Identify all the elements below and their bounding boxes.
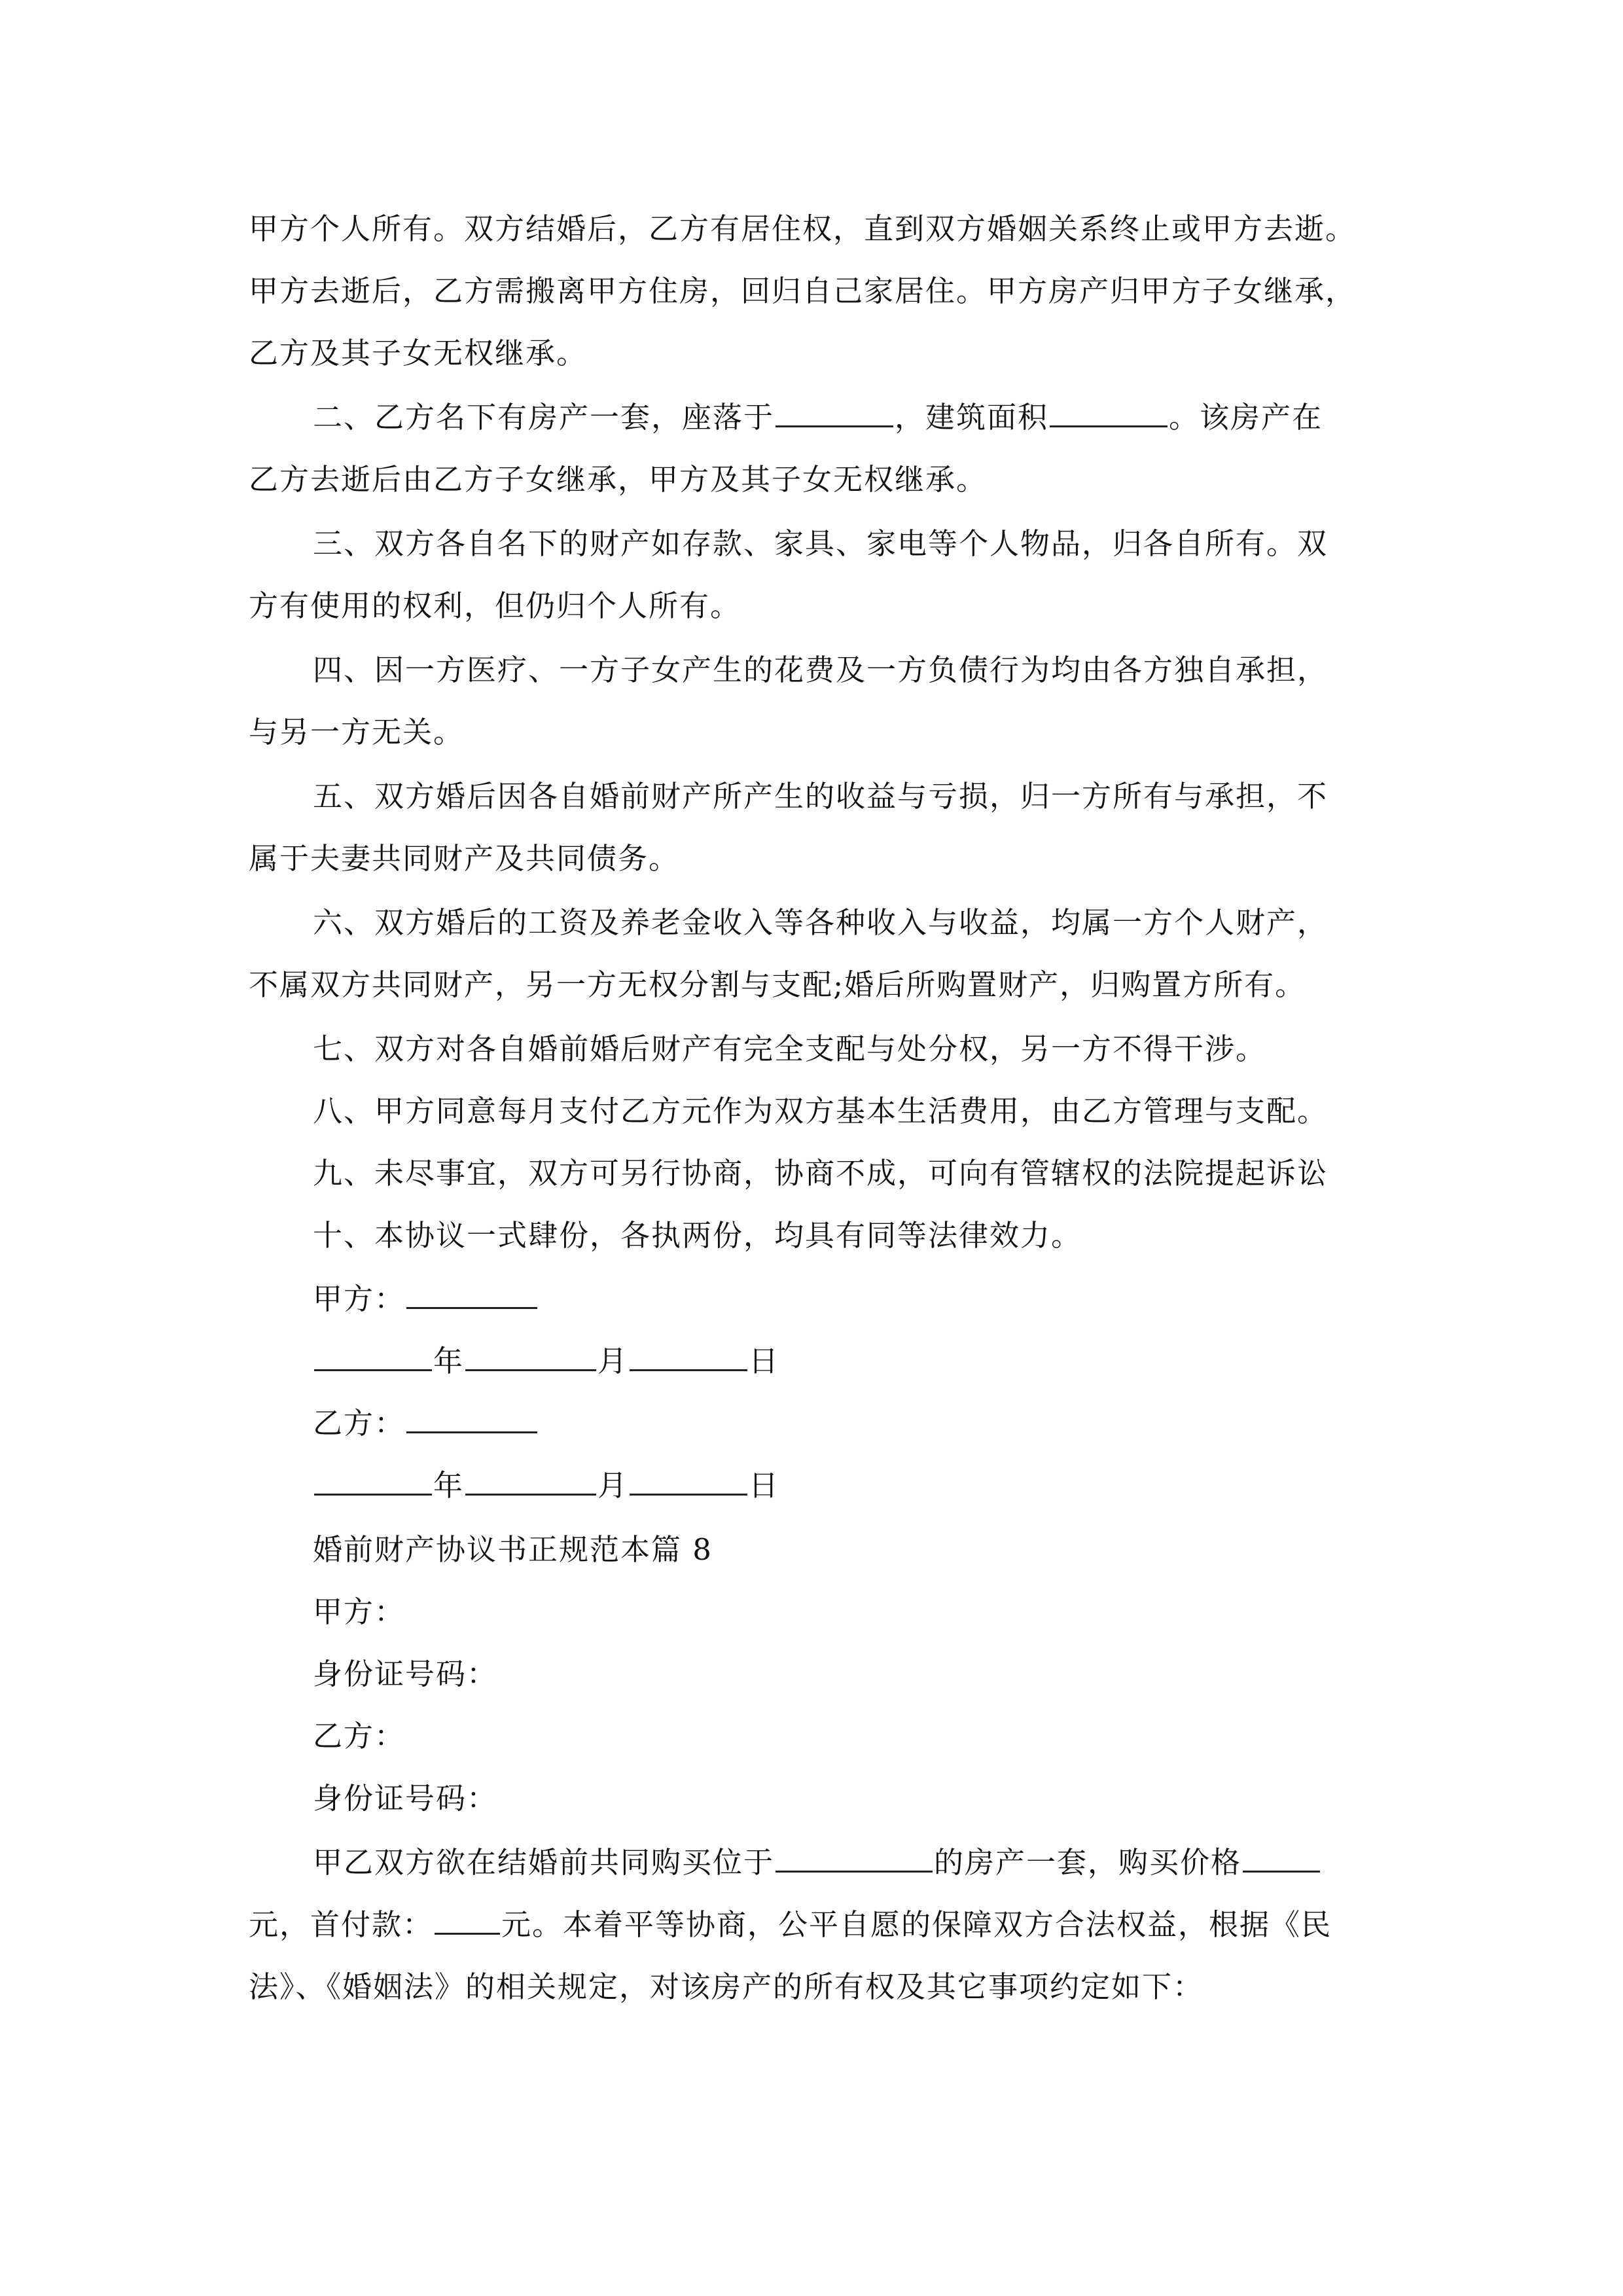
para-1-line-1: 甲方个人所有。双方结婚后，乙方有居住权，直到双方婚姻关系终止或甲方去逝。: [249, 211, 1357, 246]
para-6-line-2: 不属双方共同财产，另一方无权分割与支配;婚后所购置财产，归购置方所有。: [249, 967, 1306, 1002]
para-10: 十、本协议一式肆份，各执两份，均具有同等法律效力。: [313, 1218, 1082, 1253]
para-1-line-3: 乙方及其子女无权继承。: [249, 336, 588, 370]
intro-text-d: 元。本着平等协商，公平自愿的保障双方合法权益，根据《民: [501, 1907, 1332, 1942]
party-b-signature: [313, 1401, 539, 1446]
month-blank: [465, 1465, 596, 1496]
section-8-id-b: 身份证号码：: [313, 1781, 498, 1816]
para-6-line-1: 六、双方婚后的工资及养老金收入等各种收入与收益，均属一方个人财产，: [313, 905, 1329, 940]
para-5-line-2: 属于夫妻共同财产及共同债务。: [249, 841, 680, 876]
para-2-text-c: 。该房产在: [1169, 400, 1323, 435]
para-4-line-2: 与另一方无关。: [249, 715, 465, 749]
para-1-line-2: 甲方去逝后，乙方需搬离甲方住房，回归自己家居住。甲方房产归甲方子女继承，: [249, 274, 1357, 308]
para-7: 七、双方对各自婚前婚后财产有完全支配与处分权，另一方不得干涉。: [313, 1031, 1267, 1066]
day-label: 日: [749, 1468, 780, 1503]
section-8-intro-line-1: [313, 1840, 1321, 1886]
para-4-line-1: 四、因一方医疗、一方子女产生的花费及一方负债行为均由各方独自承担，: [313, 653, 1329, 687]
year-blank: [314, 1340, 432, 1371]
para-8: 八、甲方同意每月支付乙方元作为双方基本生活费用，由乙方管理与支配。: [313, 1094, 1329, 1128]
para-3-line-2: 方有使用的权利，但仍归个人所有。: [249, 588, 741, 623]
year-label: 年: [433, 1468, 465, 1503]
party-b-date: [313, 1463, 779, 1509]
day-blank: [630, 1340, 747, 1371]
section-8-id-a: 身份证号码：: [313, 1657, 498, 1691]
para-2-line-2: 乙方去逝后由乙方子女继承，甲方及其子女无权继承。: [249, 462, 988, 497]
intro-text-c: 元，首付款：: [249, 1907, 434, 1942]
section-8-party-b: 乙方：: [313, 1719, 406, 1753]
para-3-line-1: 三、双方各自名下的财产如存款、家具、家电等个人物品，归各自所有。双: [313, 526, 1329, 561]
month-blank: [465, 1340, 596, 1371]
para-2-line-1: [313, 395, 1323, 440]
section-8-title: 婚前财产协议书正规范本篇 8: [313, 1532, 713, 1567]
price-blank: [1243, 1842, 1320, 1873]
party-a-label: 甲方：: [313, 1282, 406, 1316]
day-label: 日: [749, 1344, 780, 1378]
property-location-blank: [776, 1842, 933, 1873]
year-blank: [314, 1465, 432, 1496]
location-blank: [776, 397, 893, 427]
para-2-text-a: 二、乙方名下有房产一套，座落于: [313, 400, 775, 435]
intro-text-a: 甲乙双方欲在结婚前共同购买位于: [313, 1845, 775, 1880]
month-label: 月: [597, 1468, 629, 1503]
section-8-intro-line-2: [249, 1902, 1332, 1948]
party-a-date: [313, 1338, 779, 1384]
para-5-line-1: 五、双方婚后因各自婚前财产所产生的收益与亏损，归一方所有与承担，不: [313, 779, 1329, 814]
down-payment-blank: [435, 1904, 500, 1935]
section-8-intro-line-3: 法》、《婚姻法》的相关规定，对该房产的所有权及其它事项约定如下：: [249, 1969, 1204, 2004]
year-label: 年: [433, 1344, 465, 1378]
party-b-blank: [406, 1403, 537, 1433]
party-a-blank: [406, 1278, 537, 1309]
month-label: 月: [597, 1344, 629, 1378]
party-a-signature: [313, 1276, 539, 1322]
party-b-label: 乙方：: [313, 1406, 406, 1441]
para-9: 九、未尽事宜，双方可另行协商，协商不成，可向有管辖权的法院提起诉讼: [313, 1156, 1329, 1191]
intro-text-b: 的房产一套，购买价格: [934, 1845, 1242, 1880]
area-blank: [1050, 397, 1168, 427]
section-8-party-a: 甲方：: [313, 1594, 406, 1629]
day-blank: [630, 1465, 747, 1496]
para-2-text-b: ，建筑面积: [895, 400, 1049, 435]
